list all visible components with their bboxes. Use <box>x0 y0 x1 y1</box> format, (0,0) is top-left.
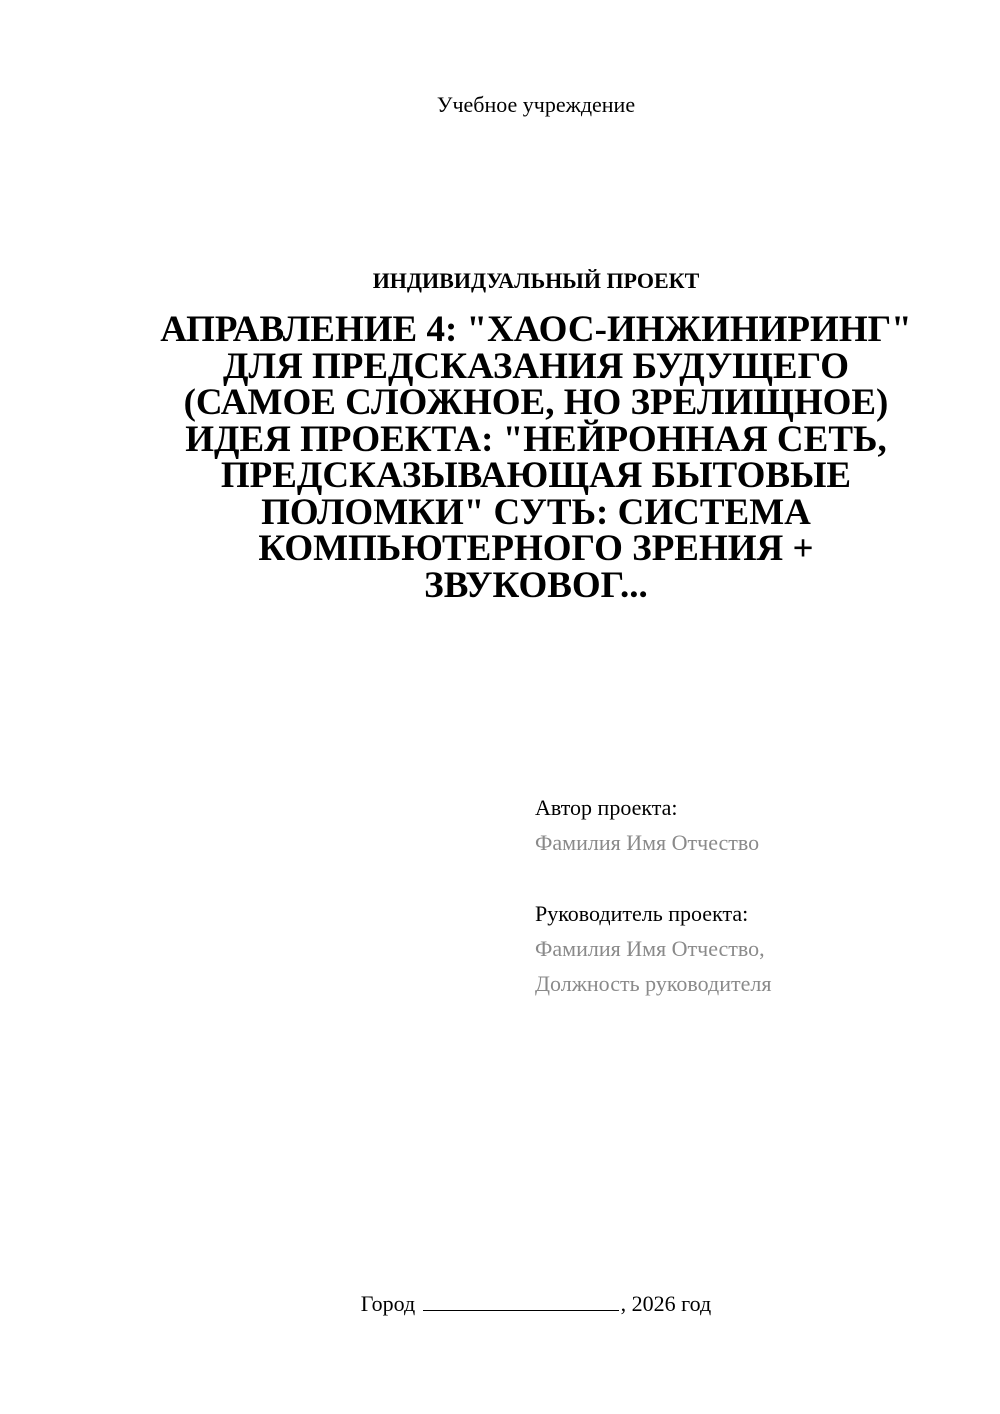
author-label: Автор проекта: <box>535 795 678 820</box>
footer-city-year <box>0 1290 1000 1317</box>
footer-city: Город <box>360 1291 416 1316</box>
institution-name: Учебное учреждение <box>436 92 636 117</box>
spacer <box>535 860 955 896</box>
footer-year: , 2026 год <box>620 1291 712 1316</box>
author-block <box>535 790 955 1001</box>
project-title: АПРАВЛЕНИЕ 4: "ХАОС-ИНЖИНИРИНГ" ДЛЯ ПРЕДСКАЗАНИЯ БУДУЩЕГО (САМОЕ СЛОЖНОЕ, НО ЗРЕЛИЩНОЕ) ИДЕЯ ПРОЕКТА: "НЕЙРОННАЯ СЕТЬ, ПРЕДСКАЗЫВАЮЩАЯ БЫТОВЫЕ ПОЛОМКИ" СУТЬ: СИСТЕМА КОМПЬЮТЕРНОГО ЗРЕНИЯ + ЗВУКОВОГ... <box>160 309 912 606</box>
supervisor-name: Фамилия Имя Отчество, <box>535 936 765 961</box>
author-name: Фамилия Имя Отчество <box>535 830 760 855</box>
supervisor-label: Руководитель проекта: <box>535 901 749 926</box>
city-blank-line <box>423 1290 619 1311</box>
project-type-heading: ИНДИВИДУАЛЬНЫЙ ПРОЕКТ <box>372 268 700 293</box>
supervisor-position: Должность руководителя <box>535 971 772 996</box>
